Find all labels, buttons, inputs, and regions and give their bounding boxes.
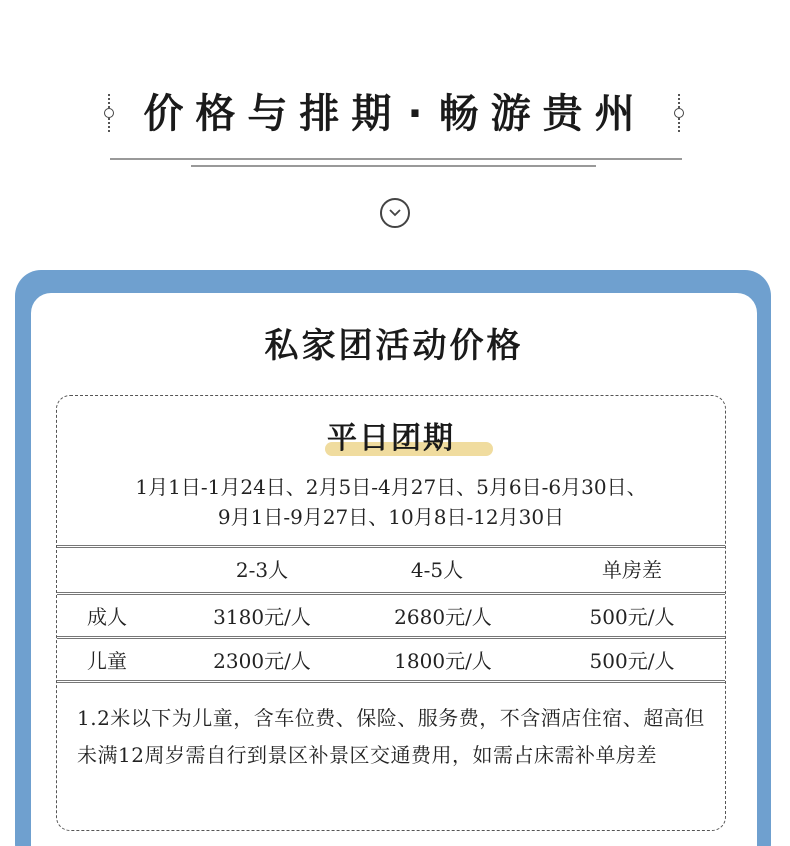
title-underline-short — [191, 165, 596, 167]
page-title — [0, 88, 790, 140]
table-cell: 1800元/人 — [394, 649, 492, 673]
page-title-right: 畅游贵州 — [438, 91, 647, 137]
table-header-cell: 单房差 — [602, 558, 662, 582]
page-title-separator: · — [407, 91, 435, 137]
table-cell: 500元/人 — [589, 605, 675, 629]
period-title: 平日团期 — [327, 421, 455, 456]
table-header-line — [57, 592, 725, 595]
table-cell: 2300元/人 — [213, 649, 311, 673]
period-dates-line1: 1月1日-1月24日、2月5日-4月27日、5月6日-6月30日、 — [135, 475, 647, 499]
table-bottom-line — [57, 680, 725, 683]
period-dates-line2: 9月1日-9月27日、10月8日-12月30日 — [217, 505, 565, 529]
table-cell: 2680元/人 — [394, 605, 492, 629]
table-row-label: 成人 — [87, 605, 127, 629]
table-header-cell: 4-5人 — [410, 558, 464, 582]
table-top-line — [57, 545, 725, 548]
table-row-label: 儿童 — [87, 649, 127, 673]
table-row-line — [57, 636, 725, 639]
price-note: 1.2米以下为儿童，含车位费、保险、服务费，不含酒店住宿、超高但未满12周岁需自行到景区补景区交通费用，如需占床需补单房差 — [77, 706, 705, 767]
table-header-cell: 2-3人 — [235, 558, 289, 582]
page-title-left: 价格与排期 — [143, 91, 404, 137]
table-cell: 3180元/人 — [213, 605, 311, 629]
card-title: 私家团活动价格 — [264, 326, 524, 366]
period-dates — [67, 472, 715, 532]
chevron-down-circle-icon[interactable] — [380, 198, 410, 228]
table-cell: 500元/人 — [589, 649, 675, 673]
title-underline-long — [110, 158, 682, 160]
schedule-box — [56, 395, 726, 831]
